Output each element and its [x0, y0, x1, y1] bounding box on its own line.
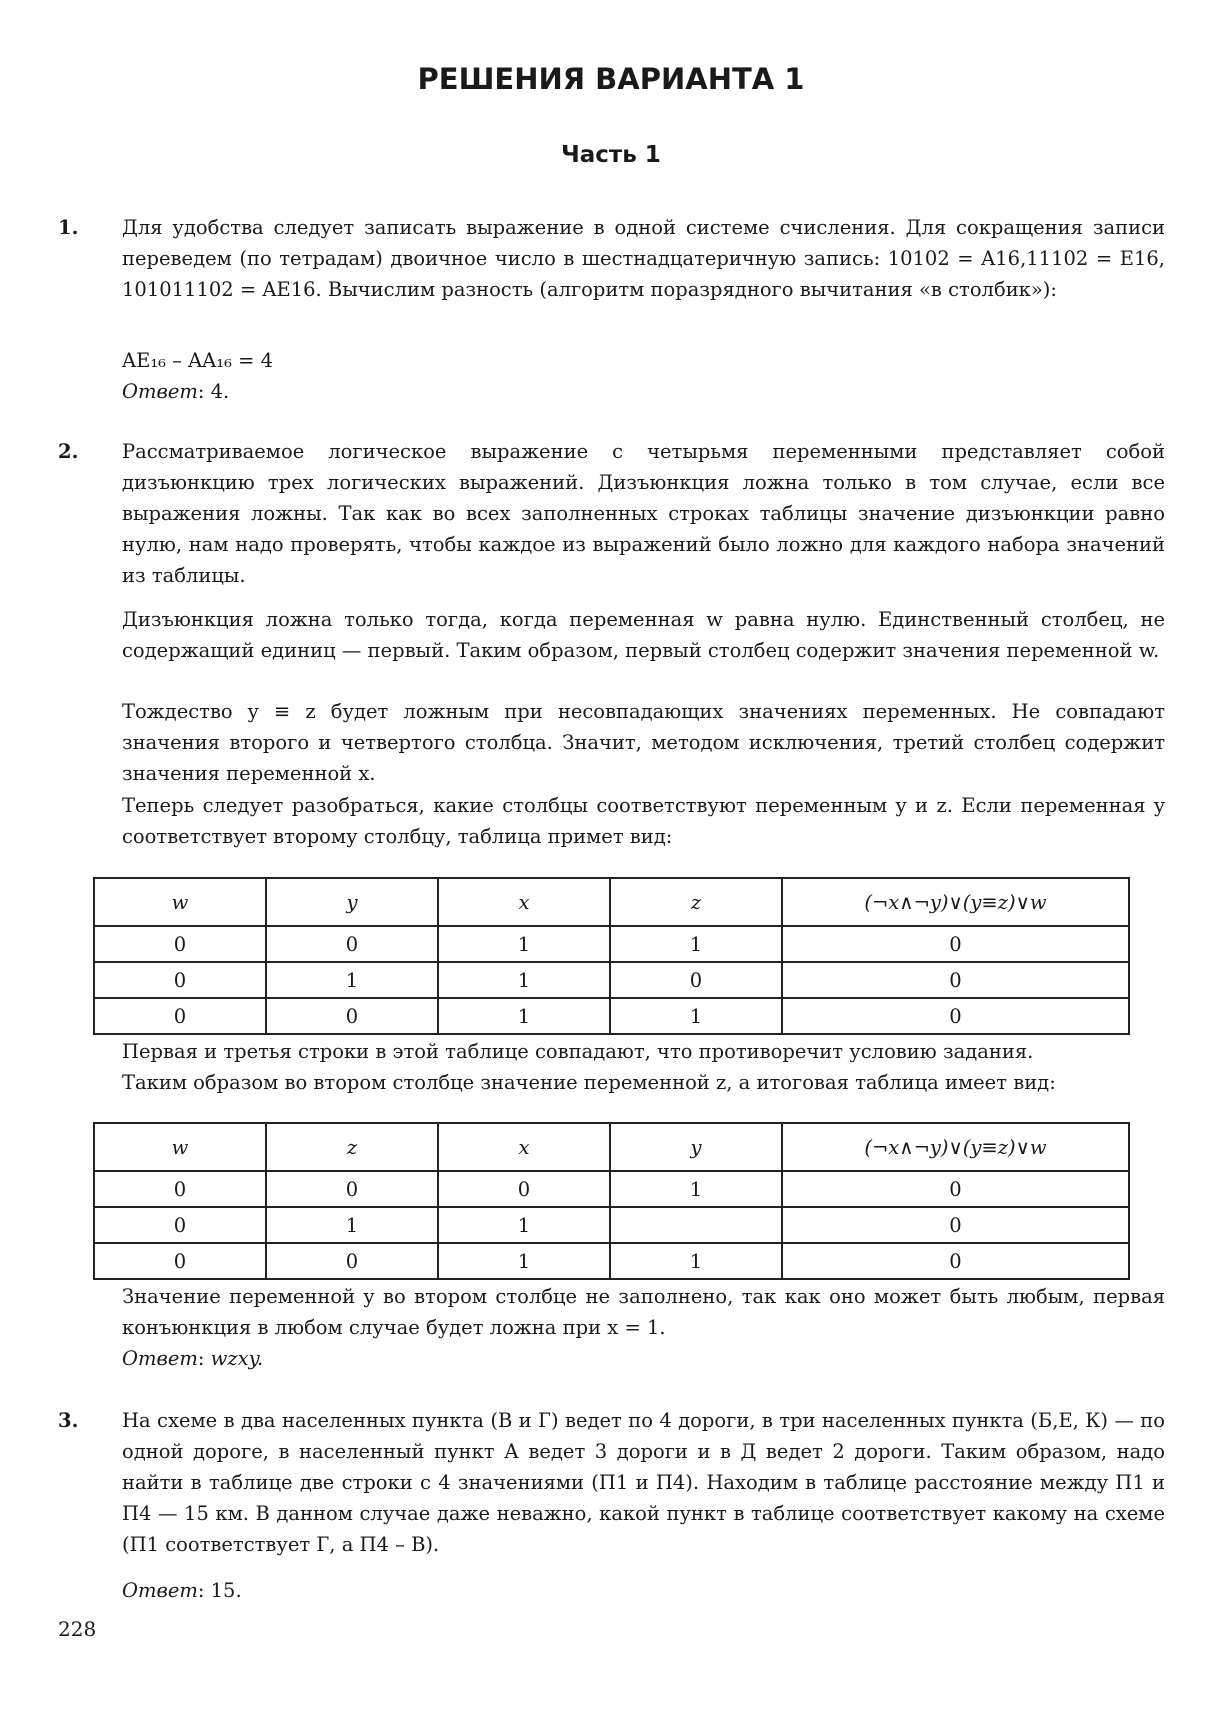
header-cell: x: [438, 1123, 610, 1171]
cell: 0: [438, 1171, 610, 1207]
item-3-answer: [122, 1575, 1165, 1606]
truth-table-2: [93, 1122, 1130, 1280]
cell: 0: [94, 962, 266, 998]
cell: 0: [266, 926, 438, 962]
item-2-paragraph: Дизъюнкция ложна только тогда, когда переменная w равна нулю. Единственный столбец, не содержащий единиц — первый. Таким образом, первый столбец содержит значения переменной w.: [122, 608, 1165, 662]
header-cell: z: [610, 878, 782, 926]
item-3-text: На схеме в два населенных пункта (В и Г) ведет по 4 дороги, в три населенных пункта (Б,Е, К) — по одной дороге, в населенный пункт А ведет 3 дороги и в Д ведет 2 дороги. Таким образом, надо найти в таблице две строки с 4 значениями (П1 и П4). Находим в таблице расстояние между П1 и П4 — 15 км. В данном случае даже неважно, какой пункт в таблице соответствует какому на схеме (П1 соответствует Г, а П4 – В).: [122, 1409, 1165, 1556]
header-cell: z: [266, 1123, 438, 1171]
cell: 1: [610, 1171, 782, 1207]
item-2-paragraph: Рассматриваемое логическое выражение с четырьмя переменными представляет собой дизъюнкцию трех логических выражений. Дизъюнкция ложна только в том случае, если все выражения ложны. Так как во всех заполненных строках таблицы значение дизъюнкции равно нулю, нам надо проверять, чтобы каждое из выражений было ложно для каждого набора значений из таблицы.: [122, 440, 1165, 587]
cell: 0: [94, 1243, 266, 1279]
cell: 0: [94, 926, 266, 962]
item-2-paragraph: Тождество y ≡ z будет ложным при несовпадающих значениях переменных. Не совпадают значения второго и четвертого столбца. Значит, методом исключения, третий столбец содержит значения переменной x.: [122, 700, 1165, 785]
item-2-paragraph: Таким образом во втором столбце значение переменной z, а итоговая таблица имеет вид:: [122, 1071, 1056, 1094]
item-2-paragraph: Первая и третья строки в этой таблице совпадают, что противоречит условию задания.: [122, 1040, 1034, 1063]
table-row: [94, 926, 1129, 962]
answer-label: Ответ: [122, 1347, 198, 1370]
item-2-paragraph: Значение переменной y во втором столбце не заполнено, так как оно может быть любым, первая конъюнкция в любом случае будет ложна при x = 1.: [122, 1285, 1165, 1339]
section-title: Часть 1: [561, 142, 661, 168]
item-1-answer: [122, 376, 1165, 407]
header-cell: w: [94, 878, 266, 926]
header-cell: (¬x∧¬y)∨(y≡z)∨w: [782, 878, 1129, 926]
cell: 0: [782, 926, 1129, 962]
cell: 0: [782, 998, 1129, 1034]
cell: 0: [94, 1207, 266, 1243]
item-2-paragraph: Теперь следует разобраться, какие столбцы соответствуют переменным y и z. Если переменная y соответствует второму столбцу, таблица примет вид:: [122, 794, 1165, 848]
cell: 0: [94, 998, 266, 1034]
cell: 1: [438, 1207, 610, 1243]
table-row: [94, 1171, 1129, 1207]
cell: 1: [438, 962, 610, 998]
cell: 1: [610, 1243, 782, 1279]
cell: 1: [266, 962, 438, 998]
cell: 1: [438, 1243, 610, 1279]
cell: 0: [266, 1171, 438, 1207]
page-number: 228: [58, 1617, 97, 1641]
answer-label: Ответ: [122, 1579, 198, 1602]
answer-value: : 4.: [197, 380, 230, 403]
cell: 0: [94, 1171, 266, 1207]
table-row: [94, 1207, 1129, 1243]
cell: 0: [266, 1243, 438, 1279]
table-row: [94, 1243, 1129, 1279]
answer-value: : 15.: [197, 1579, 242, 1602]
item-1-text: Для удобства следует записать выражение в одной системе счисления. Для сокращения записи переведем (по тетрадам) двоичное число в шестнадцатеричную запись: 10102 = A16,11102 = E16, 101011102 = AE16. Вычислим разность (алгоритм поразрядного вычитания «в столбик»):: [122, 216, 1165, 301]
page-title: РЕШЕНИЯ ВАРИАНТА 1: [417, 62, 805, 96]
cell: 1: [610, 998, 782, 1034]
table-row: [94, 962, 1129, 998]
item-number: 2.: [58, 440, 79, 463]
item-1-formula: AE₁₆ – AA₁₆ = 4: [122, 349, 274, 372]
truth-table-1: [93, 877, 1130, 1035]
cell: 0: [782, 962, 1129, 998]
item-number: 1.: [58, 216, 79, 239]
item-number: 3.: [58, 1409, 79, 1432]
answer-label: Ответ: [122, 380, 198, 403]
cell: 0: [782, 1207, 1129, 1243]
cell: 1: [266, 1207, 438, 1243]
header-cell: x: [438, 878, 610, 926]
cell: 0: [782, 1243, 1129, 1279]
cell: 1: [438, 998, 610, 1034]
answer-value: wzxy.: [210, 1347, 264, 1370]
cell: 0: [610, 962, 782, 998]
header-cell: y: [610, 1123, 782, 1171]
cell: 1: [438, 926, 610, 962]
header-cell: w: [94, 1123, 266, 1171]
table-row: [94, 998, 1129, 1034]
item-2-answer: Ответ: wzxy.: [122, 1347, 264, 1370]
cell: [610, 1207, 782, 1243]
header-cell: y: [266, 878, 438, 926]
cell: 0: [782, 1171, 1129, 1207]
cell: 1: [610, 926, 782, 962]
cell: 0: [266, 998, 438, 1034]
header-cell: (¬x∧¬y)∨(y≡z)∨w: [782, 1123, 1129, 1171]
